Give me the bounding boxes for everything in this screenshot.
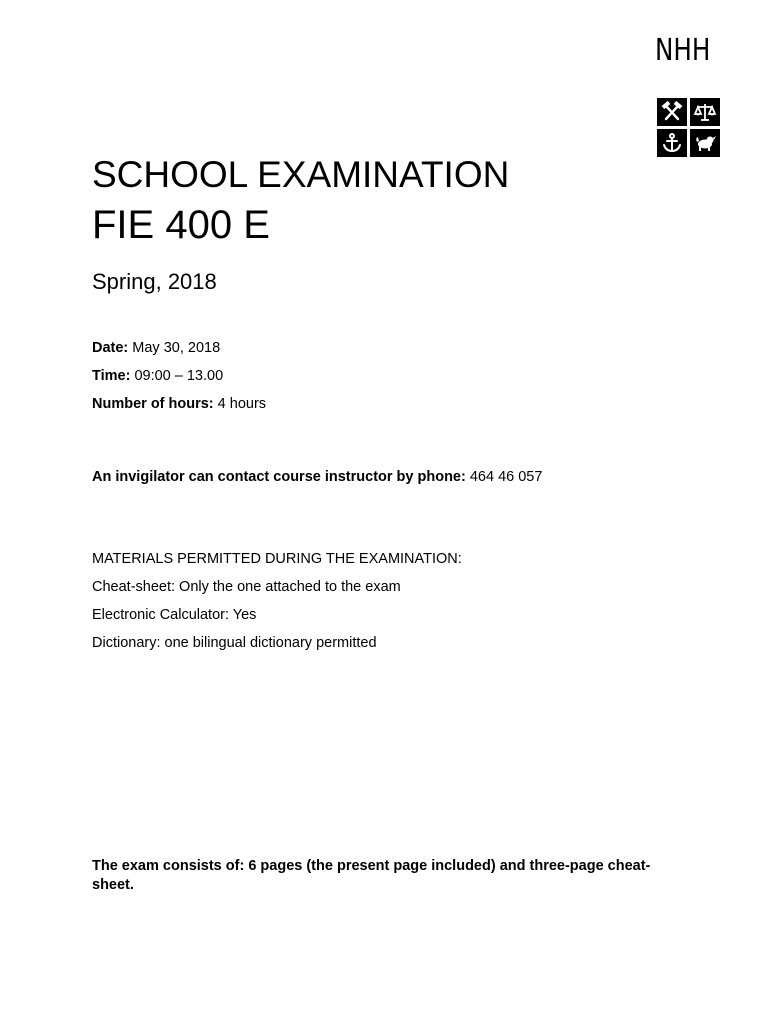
logo-emblem-grid	[657, 98, 721, 157]
time-line	[92, 369, 223, 384]
contact-label: An invigilator can contact course instructor by phone:	[92, 469, 466, 485]
logo-text: NHH	[655, 33, 711, 68]
lion-icon	[690, 129, 720, 157]
anchor-icon	[657, 129, 687, 157]
materials-heading: MATERIALS PERMITTED DURING THE EXAMINATION:	[92, 551, 462, 567]
course-code-title: FIE 400 E	[92, 203, 270, 247]
materials-item-cheat-sheet: Cheat-sheet: Only the one attached to the exam	[92, 579, 401, 595]
exam-term: Spring, 2018	[92, 269, 217, 294]
hours-value: 4 hours	[213, 396, 267, 412]
hours-line	[92, 397, 266, 412]
exam-type-title: SCHOOL EXAMINATION	[92, 154, 510, 195]
exam-composition-note: The exam consists of: 6 pages (the present page included) and three-page cheat-sheet.	[92, 858, 651, 893]
hammer-pick-icon	[657, 98, 687, 126]
date-line	[92, 341, 220, 356]
time-label: Time:	[92, 368, 131, 384]
scales-icon	[690, 98, 720, 126]
hours-label: Number of hours:	[92, 396, 214, 412]
date-value: May 30, 2018	[128, 340, 221, 356]
materials-item-dictionary: Dictionary: one bilingual dictionary permitted	[92, 635, 377, 651]
materials-item-calculator: Electronic Calculator: Yes	[92, 607, 257, 623]
contact-line	[92, 470, 542, 485]
contact-phone: 464 46 057	[465, 469, 543, 485]
date-label: Date:	[92, 340, 129, 356]
time-value: 09:00 – 13.00	[130, 368, 224, 384]
